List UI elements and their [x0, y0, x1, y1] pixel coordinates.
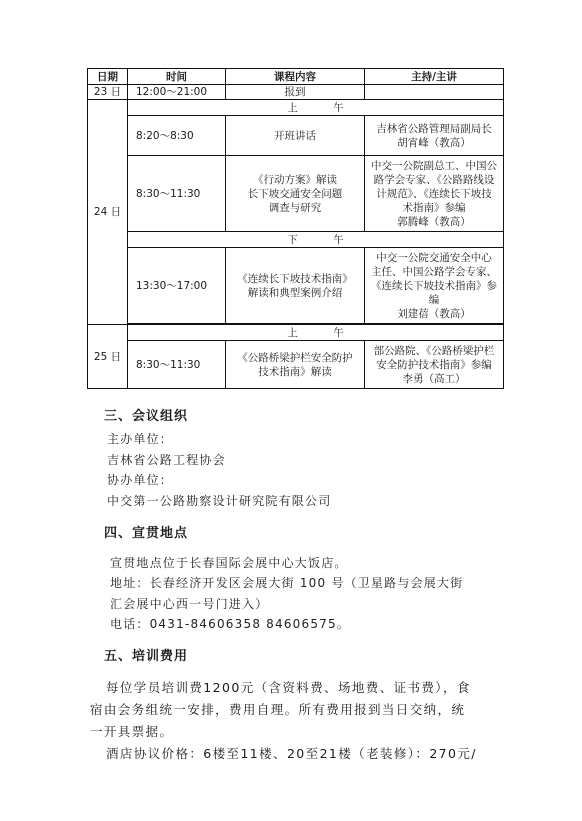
period-label-part: 午 [333, 326, 344, 339]
day-cell-25: 25 日 [88, 325, 128, 389]
host-line: 中交一公院副总工、中国公 [371, 159, 497, 172]
host-cell [365, 85, 504, 100]
table-row [88, 341, 504, 389]
table-row [88, 116, 504, 156]
phone-text: 电话：0431-84606358 84606575。 [110, 617, 351, 631]
course-line: 解读和典型案例介绍 [247, 286, 343, 299]
host-line: 计规范》、《连续长下坡技 [376, 187, 492, 200]
period-label-part: 午 [333, 233, 344, 246]
host-cell [365, 156, 504, 232]
course-cell [226, 156, 365, 232]
host-cell [365, 248, 504, 324]
location-text: 宣贯地点位于长春国际会展中心大饭店。 [110, 556, 348, 570]
host-line: 部公路院、《公路桥梁护栏 [373, 344, 495, 357]
course-cell [226, 116, 365, 156]
day-cell-23: 23 日 [88, 85, 128, 100]
course-line: 《连续长下坡技术指南》 [237, 272, 353, 285]
host-line: 安全防护技术指南》参编 [376, 358, 492, 371]
section5-title: 五、培训费用 [104, 649, 189, 664]
header-course: 课程内容 [226, 69, 365, 85]
course-cell [226, 248, 365, 324]
table-row-day23 [88, 85, 504, 100]
time-cell: 13:30～17:00 [128, 248, 226, 324]
co-org: 中交第一公路勘察设计研究院有限公司 [107, 494, 332, 508]
course-line: 技术指南》解读 [258, 365, 332, 378]
period-row-pm [88, 232, 504, 248]
host-line: 《连续长下坡技术指南》参 [371, 279, 497, 292]
host-org: 吉林省公路工程协会 [107, 453, 226, 467]
period-label-am [128, 100, 504, 116]
section4-title: 四、宣贯地点 [104, 526, 189, 541]
host-org-label: 主办单位： [107, 432, 174, 446]
time-cell: 12:00～21:00 [128, 85, 226, 100]
day-cell-24: 24 日 [88, 100, 128, 325]
course-line: 开班讲话 [274, 129, 316, 142]
period-row-am-25 [88, 325, 504, 341]
time-cell: 8:30～11:30 [128, 156, 226, 232]
schedule-table [87, 68, 504, 389]
table-header-row [88, 69, 504, 85]
period-row-am [88, 100, 504, 116]
period-label-part: 下 [287, 233, 298, 246]
course-line: 长下坡交通安全问题 [247, 187, 343, 200]
table-row [88, 156, 504, 232]
host-line: 术指南》参编 [402, 201, 466, 214]
fee-line-3: 一开具票据。 [90, 724, 174, 739]
host-line: 主任、中国公路学会专家、 [371, 265, 497, 278]
host-cell [365, 116, 504, 156]
course-cell [226, 341, 365, 389]
host-line: 中交一公院交通安全中心 [376, 251, 492, 264]
course-line: 《行动方案》解读 [253, 173, 337, 186]
course-line: 调查与研究 [268, 201, 322, 214]
header-day: 日期 [88, 69, 128, 85]
period-label-part: 午 [333, 101, 344, 114]
course-cell: 报到 [226, 85, 365, 100]
period-label-part: 上 [287, 101, 298, 114]
co-org-label: 协办单位： [107, 473, 174, 487]
host-cell [365, 341, 504, 389]
time-cell: 8:30～11:30 [128, 341, 226, 389]
section3-title: 三、会议组织 [104, 409, 189, 424]
host-line: 吉林省公路管理局副局长 [376, 122, 492, 135]
hotel-price-line: 酒店协议价格：6楼至11楼、20至21楼（老装修）：270元/ [106, 746, 477, 761]
period-label-pm [128, 232, 504, 248]
time-cell: 8:20～8:30 [128, 116, 226, 156]
host-line: 胡宵峰（教高） [397, 136, 471, 149]
course-line: 《公路桥梁护栏安全防护 [237, 351, 353, 364]
host-line: 李勇（高工） [402, 372, 466, 385]
host-line: 刘建蓓（教高） [397, 307, 471, 320]
address-line-2: 汇会展中心西一号门进入） [110, 597, 269, 611]
fee-line-1: 每位学员培训费1200元（含资料费、场地费、证书费），食 [106, 680, 471, 695]
host-line: 路学会专家、《公路路线设 [373, 173, 495, 186]
fee-line-2: 宿由会务组统一安排，费用自理。所有费用报到当日交纳，统 [90, 702, 466, 717]
host-line: 编 [428, 293, 440, 306]
table-row [88, 248, 504, 324]
header-host: 主持/主讲 [365, 69, 504, 85]
period-label-am [128, 325, 504, 341]
address-line-1: 地址：长春经济开发区会展大街 100 号（卫星路与会展大街 [110, 576, 464, 590]
header-time: 时间 [128, 69, 226, 85]
period-label-part: 上 [287, 326, 298, 339]
host-line: 郭腾峰（教高） [397, 215, 471, 228]
